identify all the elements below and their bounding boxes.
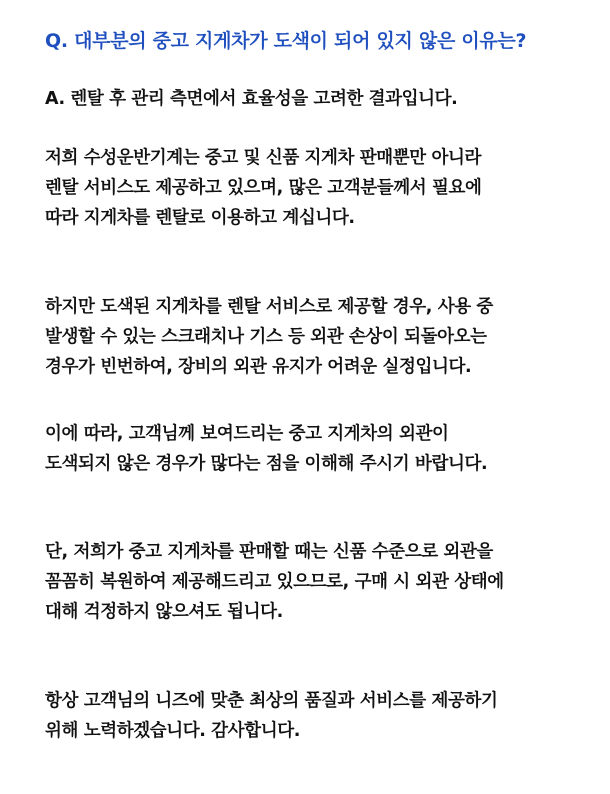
paragraph-line: 렌탈 서비스도 제공하고 있으며, 많은 고객분들께서 필요에 xyxy=(45,178,482,198)
paragraph-restoration xyxy=(45,537,504,627)
paragraph-line: 대해 걱정하지 않으셔도 됩니다. xyxy=(45,602,283,622)
paragraph-line: 단, 저희가 중고 지게차를 판매할 때는 신품 수준으로 외관을 xyxy=(45,542,493,562)
paragraph-understanding xyxy=(45,419,487,479)
paragraph-line: 따라 지게차를 렌탈로 이용하고 계십니다. xyxy=(45,208,355,228)
paragraph-line: 위해 노력하겠습니다. 감사합니다. xyxy=(45,721,300,741)
paragraph-line: 저희 수성운반기계는 중고 및 신품 지게차 판매뿐만 아니라 xyxy=(45,148,481,168)
paragraph-line: 항상 고객님의 니즈에 맞춘 최상의 품질과 서비스를 제공하기 xyxy=(45,691,498,711)
paragraph-line: 이에 따라, 고객님께 보여드리는 중고 지게차의 외관이 xyxy=(45,424,449,444)
paragraph-line: 꼼꼼히 복원하여 제공해드리고 있으므로, 구매 시 외관 상태에 xyxy=(45,572,504,592)
paragraph-line: 하지만 도색된 지게차를 렌탈 서비스로 제공할 경우, 사용 중 xyxy=(45,297,493,317)
answer-line: A. 렌탈 후 관리 측면에서 효율성을 고려한 결과입니다. xyxy=(45,89,458,109)
faq-question: Q. 대부분의 중고 지게차가 도색이 되어 있지 않은 이유는? xyxy=(45,30,527,52)
paragraph-rental-service xyxy=(45,143,482,233)
paragraph-paint-damage xyxy=(45,292,493,382)
paragraph-line: 도색되지 않은 경우가 많다는 점을 이해해 주시기 바랍니다. xyxy=(45,454,488,474)
faq-answer xyxy=(45,84,457,114)
paragraph-closing xyxy=(45,686,497,746)
paragraph-line: 경우가 빈번하여, 장비의 외관 유지가 어려운 실정입니다. xyxy=(45,357,472,377)
paragraph-line: 발생할 수 있는 스크래치나 기스 등 외관 손상이 되돌아오는 xyxy=(45,327,487,347)
